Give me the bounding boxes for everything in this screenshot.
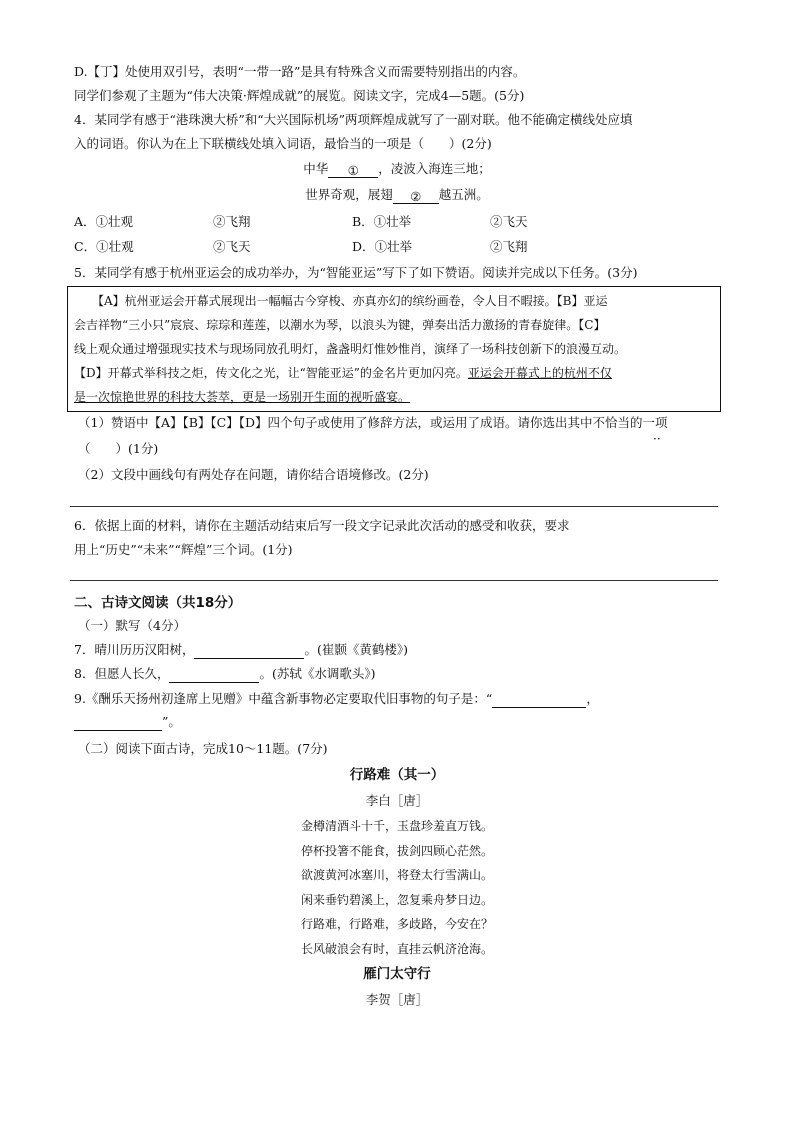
passage-line-2: 会吉祥物“三小只”宸宸、琮琮和莲莲，以潮水为琴，以浪头为键，弹奏出活力激扬的青春旋律。【C】 [74,318,606,332]
question-7 [74,641,408,659]
question-7-source: 。(崔颢《黄鹤楼》) [304,642,408,657]
question-9-blank-1[interactable] [492,693,586,708]
poem-2-author: 李贺［唐］ [365,992,429,1007]
option-d-note: D.【丁】处使用双引号，表明“一带一路”是具有特殊含义而需要特别指出的内容。 [74,64,526,79]
question-6-line2: 用上“历史”“未来”“辉煌”三个词。(1分) [74,542,293,557]
reading-heading: （二）阅读下面古诗，完成10～11题。(7分) [78,741,328,756]
option-a-1[interactable]: A．①壮观 [74,214,134,229]
question-5: 5．某同学有感于杭州亚运会的成功举办，为“智能亚运”写下了如下赞语。阅读并完成以下任务。(3分) [74,265,638,280]
couplet1-prefix: 中华 [303,161,329,176]
question-9-prompt: 9.《酬乐天扬州初逢席上见赠》中蕴含新事物必定要取代旧事物的句子是：“ [74,691,493,706]
blank-2[interactable] [393,188,439,204]
option-c-2: ②飞天 [213,239,251,254]
option-d-1[interactable]: D．①壮举 [352,239,413,254]
poem-1-line: 欲渡黄河冰塞川，将登太行雪满山。 [300,868,493,882]
passage-line-4 [74,364,612,382]
question-7-prompt: 7．晴川历历汉阳树， [74,642,195,657]
question-9-comma: ， [586,691,599,706]
answer-line-1[interactable] [70,506,718,507]
question-9-line2 [74,713,181,731]
option-b-2: ②飞天 [490,214,528,229]
dictation-heading: （一）默写（4分） [78,618,186,633]
option-a-2: ②飞翔 [213,214,251,229]
question-8 [74,665,375,683]
question-7-blank[interactable] [194,644,304,659]
exhibition-intro: 同学们参观了主题为“伟大决策·辉煌成就”的展览。阅读文字，完成4—5题。(5分) [74,88,525,103]
passage-line-1: 【A】杭州亚运会开幕式展现出一幅幅古今穿梭、亦真亦幻的缤纷画卷，令人目不暇接。【B】亚运 [92,294,608,308]
option-c-1[interactable]: C．①壮观 [74,239,134,254]
poem-1-line: 金樽清酒斗十千，玉盘珍羞直万钱。 [300,819,493,833]
question-9-blank-2[interactable] [74,716,162,731]
couplet-line-1 [0,160,794,178]
task-1-line1: （1）赞语中【A】【B】【C】【D】四个句子或使用了修辞方法，或运用了成语。请你选出其中不恰当的一项 [78,415,668,430]
task-2: （2）文段中画线句有两处存在问题，请你结合语境修改。(2分) [78,467,429,482]
emphasis-dots: ·· [653,432,661,446]
couplet2-suffix: 越五洲。 [438,187,489,202]
option-d-2: ②飞翔 [490,239,528,254]
couplet1-suffix: ，凌波入海连三地； [378,161,491,176]
couplet-line-2 [0,186,794,204]
blank-1[interactable] [328,162,378,178]
question-9-line1 [74,690,599,708]
passage-line-3: 线上观众通过增强现实技术与现场同放孔明灯，盏盏明灯惟妙惟肖，演绎了一场科技创新下的浪漫互动。 [74,342,627,356]
question-9-close: ”。 [162,714,181,729]
option-b-1[interactable]: B．①壮举 [352,214,412,229]
poem-1-line: 闲来垂钓碧溪上，忽复乘舟梦日边。 [300,893,493,907]
blank-2-label: ② [410,189,422,204]
question-6-line1: 6．依据上面的材料，请你在主题活动结束后写一段文字记录此次活动的感受和收获，要求 [74,518,570,533]
poem-1-author: 李白［唐］ [365,793,429,808]
question-8-source: 。(苏轼《水调歌头》) [259,666,376,681]
passage-line-4-text: 【D】开幕式举科技之炬，传文化之光，让“智能亚运”的金名片更加闪亮。 [74,366,468,380]
couplet2-prefix: 世界奇观，展翅 [305,187,393,202]
question-8-blank[interactable] [169,668,259,683]
poem-1-line: 行路难，行路难，多歧路，今安在？ [300,917,493,931]
question-4-line2: 入的词语。你认为在上下联横线处填入词语，最恰当的一项是（ ）(2分) [74,136,492,151]
underlined-sentence-part-1: 亚运会开幕式上的杭州不仅 [467,366,612,380]
poem-1-title: 行路难（其一） [349,767,445,783]
underlined-sentence-part-2: 是一次惊艳世界的科技大荟萃，更是一场别开生面的视听盛宴。 [74,390,411,404]
question-8-prompt: 8．但愿人长久， [74,666,170,681]
poem-2-title: 雁门太守行 [363,966,431,982]
blank-1-label: ① [347,163,359,178]
question-4-line1: 4．某同学有感于“港珠澳大桥”和“大兴国际机场”两项辉煌成就写了一副对联。他不能确定横线处应填 [74,112,633,127]
poem-1-line: 停杯投箸不能食，拔剑四顾心茫然。 [300,844,493,858]
poem-1-line: 长风破浪会有时，直挂云帆济沧海。 [300,942,493,956]
answer-line-2[interactable] [70,580,718,581]
section-2-heading: 二、古诗文阅读（共18分） [74,595,242,611]
task-1-line2: （ ）(1分) [78,441,159,456]
